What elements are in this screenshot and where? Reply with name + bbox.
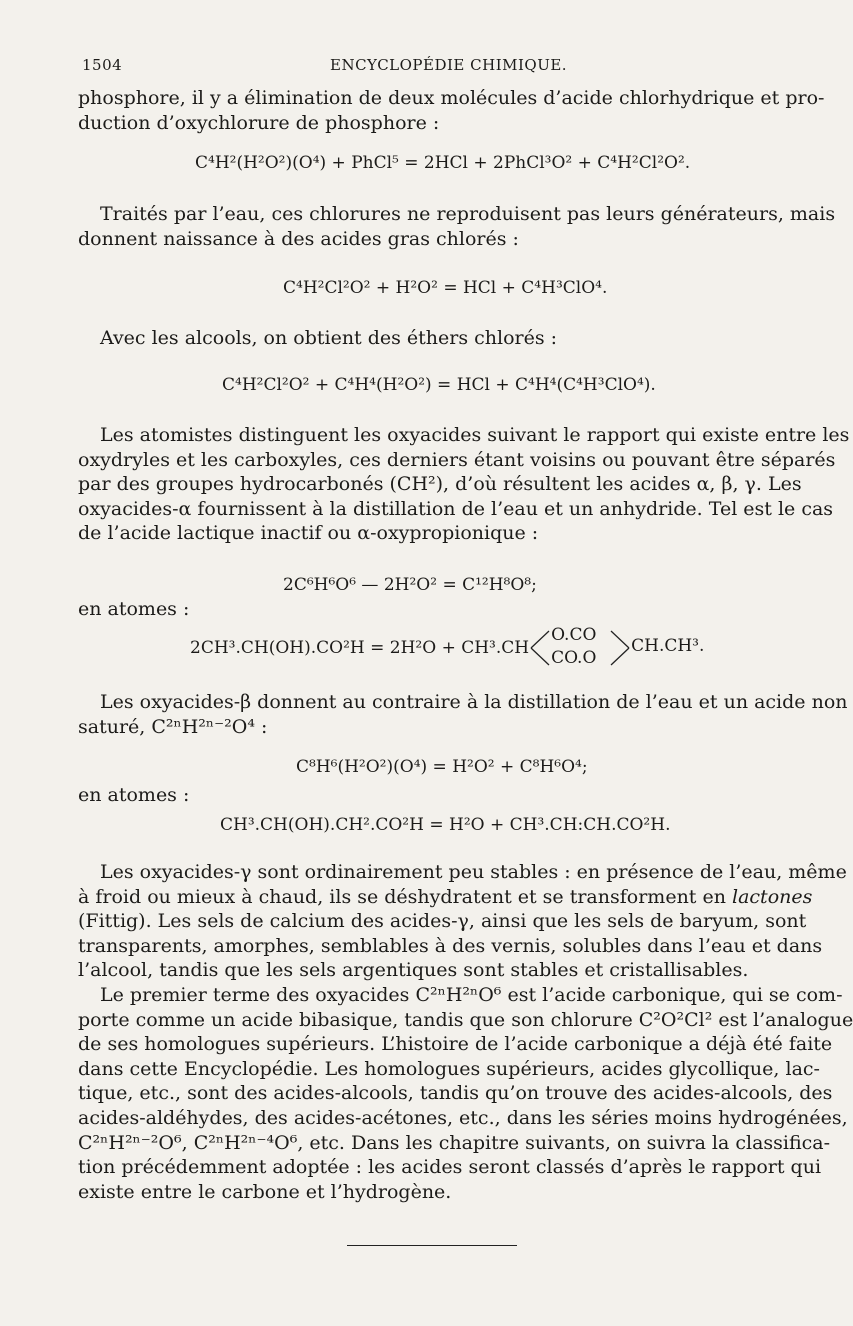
text-line: transparents, amorphes, semblables à des vernis, solubles dans l’eau et dans — [78, 934, 823, 957]
formula-7: CH³.CH(OH).CH².CO²H = H²O + CH³.CH:CH.CO²H. — [220, 815, 671, 835]
paragraph-5 — [78, 690, 848, 739]
text-line: acides-aldéhydes, des acides-acétones, etc., dans les séries moins hydrogénées, — [78, 1106, 848, 1129]
text-line: en atomes : — [78, 784, 190, 806]
formula-5-left: 2CH³.CH(OH).CO²H = 2H²O + CH³.CH — [190, 638, 530, 658]
formula-1: C⁴H²(H²O²)(O⁴) + PhCl⁵ = 2HCl + 2PhCl³O² + C⁴H²Cl²O². — [195, 153, 691, 173]
text-line: saturé, C²ⁿH²ⁿ⁻²O⁴ : — [78, 715, 268, 738]
page-number: 1504 — [82, 56, 123, 74]
text-line: tion précédemment adoptée : les acides seront classés d’après le rapport qui — [78, 1156, 822, 1179]
running-title: ENCYCLOPÉDIE CHIMIQUE. — [330, 56, 568, 74]
paragraph-3 — [78, 326, 780, 351]
text-line: phosphore, il y a élimination de deux molécules d’acide chlorhydrique et pro- — [78, 87, 825, 109]
text-line: Le premier terme des oxyacides C²ⁿH²ⁿO⁶ est l’acide carbonique, qui se com- — [100, 984, 843, 1006]
paragraph-6 — [78, 860, 847, 983]
formula-6: C⁸H⁶(H²O²)(O⁴) = H²O² + C⁸H⁶O⁴; — [296, 757, 588, 777]
text-line: oxydryles et les carboxyles, ces derniers étant voisins ou pouvant être séparés — [78, 448, 836, 471]
text-line: Les oxyacides-β donnent au contraire à la distillation de l’eau et un acide non — [100, 691, 848, 713]
ring-right: CH.CH³. — [631, 636, 705, 656]
ring-bracket — [529, 625, 705, 671]
closing-rule — [347, 1245, 517, 1246]
text-line: (Fittig). Les sels de calcium des acides-γ, ainsi que les sels de baryum, sont — [78, 910, 807, 933]
text-fragment: à froid ou mieux à chaud, ils se déshydratent et se transforment en — [78, 885, 726, 908]
paragraph-1 — [78, 86, 825, 135]
en-atomes-label-1 — [78, 597, 780, 622]
text-line: porte comme un acide bibasique, tandis que son chlorure C²O²Cl² est l’analogue — [78, 1008, 853, 1031]
text-line: de ses homologues supérieurs. L’histoire de l’acide carbonique a déjà été faite — [78, 1033, 833, 1056]
en-atomes-label-2 — [78, 783, 780, 808]
formula-4: 2C⁶H⁶O⁶ — 2H²O² = C¹²H⁸O⁸; — [283, 575, 537, 595]
paragraph-2 — [78, 202, 836, 251]
ring-top: O.CO — [551, 625, 597, 645]
text-line: tique, etc., sont des acides-alcools, tandis qu’on trouve des acides-alcools, des — [78, 1082, 833, 1105]
formula-3: C⁴H²Cl²O² + C⁴H⁴(H²O²) = HCl + C⁴H⁴(C⁴H³ClO⁴). — [222, 375, 656, 395]
text-line: donnent naissance à des acides gras chlorés : — [78, 227, 519, 250]
text-line: Traités par l’eau, ces chlorures ne reproduisent pas leurs générateurs, mais — [100, 203, 836, 225]
text-line: Avec les alcools, on obtient des éthers chlorés : — [100, 327, 558, 349]
text-line: oxyacides-α fournissent à la distillation de l’eau et un anhydride. Tel est le cas — [78, 497, 834, 520]
text-line: en atomes : — [78, 598, 190, 620]
text-line: l’alcool, tandis que les sels argentiques sont stables et cristallisables. — [78, 959, 749, 982]
text-line: par des groupes hydrocarbonés (CH²), d’où résultent les acides α, β, γ. Les — [78, 473, 802, 496]
formula-5 — [190, 625, 705, 671]
formula-2: C⁴H²Cl²O² + H²O² = HCl + C⁴H³ClO⁴. — [283, 278, 608, 298]
ring-bottom: CO.O — [551, 648, 597, 668]
text-line: dans cette Encyclopédie. Les homologues supérieurs, acides glycollique, lac- — [78, 1057, 820, 1080]
text-line: duction d’oxychlorure de phosphore : — [78, 111, 440, 134]
running-header — [82, 56, 777, 80]
text-line: existe entre le carbone et l’hydrogène. — [78, 1180, 452, 1203]
text-line: C²ⁿH²ⁿ⁻²O⁶, C²ⁿH²ⁿ⁻⁴O⁶, etc. Dans les chapitre suivants, on suivra la classifica- — [78, 1131, 831, 1154]
italic-term: lactones — [732, 885, 813, 908]
paragraph-7 — [78, 983, 853, 1204]
text-line — [78, 885, 813, 910]
text-line: Les oxyacides-γ sont ordinairement peu stables : en présence de l’eau, même — [100, 861, 847, 883]
text-line: Les atomistes distinguent les oxyacides suivant le rapport qui existe entre les — [100, 424, 850, 446]
text-line: de l’acide lactique inactif ou α-oxypropionique : — [78, 522, 539, 545]
paragraph-4 — [78, 423, 850, 546]
